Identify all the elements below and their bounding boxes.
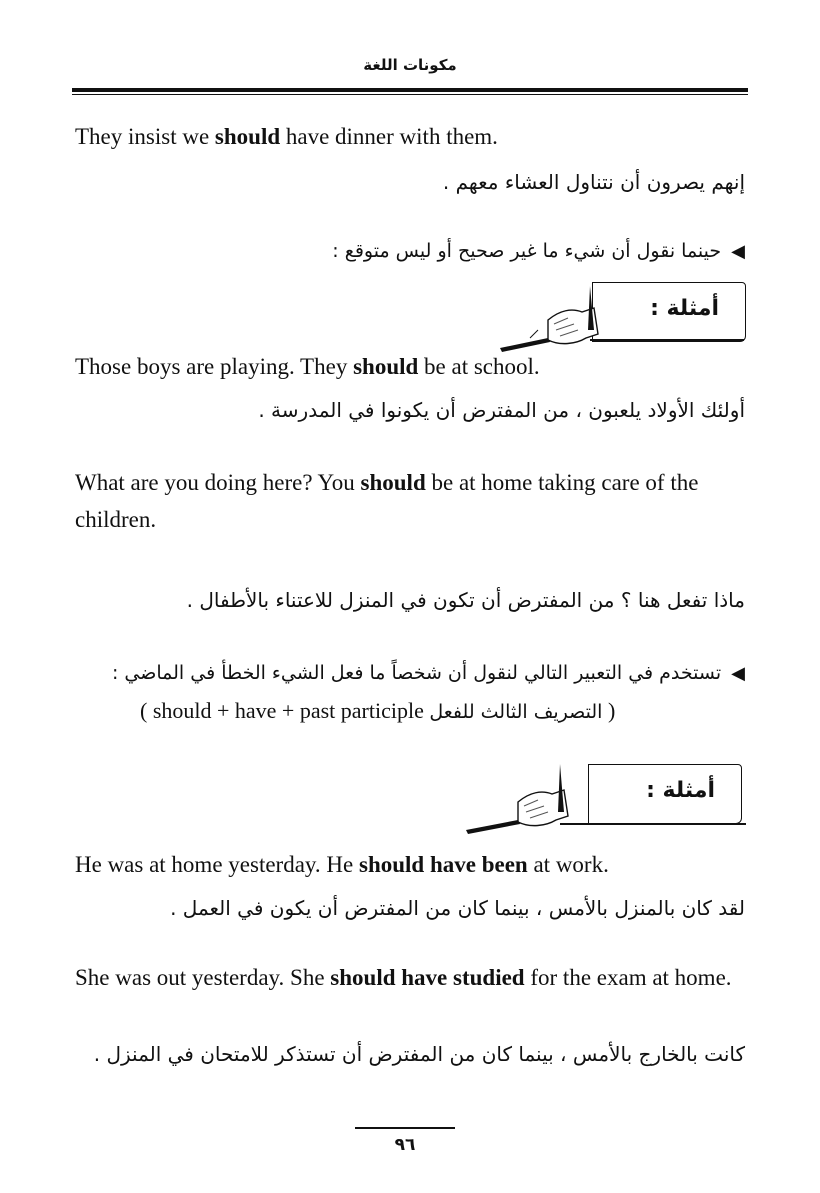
- formula-arabic: التصريف الثالث للفعل: [429, 701, 603, 723]
- rule-bullet-1: [65, 240, 745, 262]
- formula-text: ( should + have + past participle: [140, 698, 430, 723]
- triangle-left-icon: ◀: [731, 241, 745, 262]
- sentence-text: Those boys are playing. They: [75, 354, 354, 379]
- header-rule-thin: [72, 94, 748, 95]
- triangle-left-icon: ◀: [731, 663, 745, 684]
- sentence-text: She was out yesterday. She: [75, 965, 331, 990]
- english-example-2: [75, 348, 755, 385]
- arabic-translation-4: لقد كان بالمنزل بالأمس ، بينما كان من المفترض أن يكون في العمل .: [170, 896, 745, 920]
- formula-text: ): [602, 698, 616, 723]
- english-example-3: [75, 464, 755, 538]
- page-number: ٩٦: [394, 1135, 416, 1155]
- sentence-text: He was at home yesterday. He: [75, 852, 359, 877]
- formula-line: [140, 698, 700, 724]
- sentence-text: be at school.: [418, 354, 540, 379]
- examples-label: أمثلة :: [650, 296, 719, 321]
- sentence-bold: should have been: [359, 852, 528, 877]
- sentence-text: at work.: [527, 852, 609, 877]
- sentence-bold: should have studied: [330, 965, 525, 990]
- page-header-title: مكونات اللغة: [363, 56, 457, 74]
- arabic-translation-3: ماذا تفعل هنا ؟ من المفترض أن تكون في المنزل للاعتناء بالأطفال .: [186, 588, 745, 612]
- rule-bullet-2: [65, 662, 745, 684]
- arabic-translation-5: كانت بالخارج بالأمس ، بينما كان من المفترض أن تستذكر للامتحان في المنزل .: [93, 1042, 745, 1066]
- arabic-translation-1: إنهم يصرون أن نتناول العشاء معهم .: [442, 170, 745, 194]
- sentence-bold: should: [353, 354, 419, 379]
- pointing-hand-icon: [460, 758, 750, 838]
- english-example-5: [75, 959, 755, 996]
- pointing-hand-icon: [490, 278, 750, 358]
- sentence-text: What are you doing here? You: [75, 470, 361, 495]
- sentence-text: They insist we: [75, 124, 215, 149]
- english-example-4: [75, 846, 755, 883]
- examples-label: أمثلة :: [646, 778, 715, 803]
- footer-rule: [355, 1127, 455, 1129]
- arabic-translation-2: أولئك الأولاد يلعبون ، من المفترض أن يكونوا في المدرسة .: [258, 398, 745, 422]
- sentence-bold: should: [214, 124, 281, 149]
- sentence-bold: should: [360, 470, 426, 495]
- sentence-text: have dinner with them.: [280, 124, 498, 149]
- english-example-1: [75, 118, 755, 155]
- rule-text: حينما نقول أن شيء ما غير صحيح أو ليس متوقع :: [332, 240, 722, 262]
- rule-text: تستخدم في التعبير التالي لنقول أن شخصاً ما فعل الشيء الخطأ في الماضي :: [111, 662, 722, 684]
- header-rule-thick: [72, 88, 748, 92]
- sentence-text: for the exam at home.: [524, 965, 732, 990]
- sentence-text: be at home taking care of the children.: [75, 470, 699, 532]
